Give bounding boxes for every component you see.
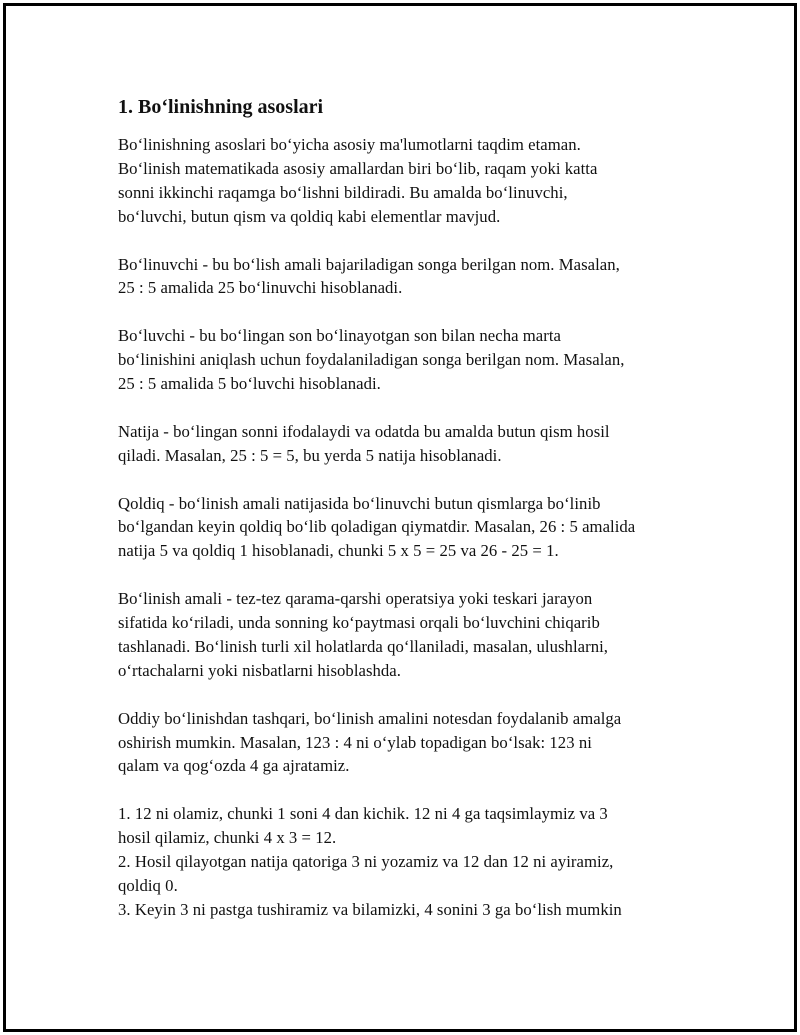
text-line: 25 : 5 amalida 25 bo‘linuvchi hisoblanadi. bbox=[118, 278, 403, 298]
text-line: 3. Keyin 3 ni pastga tushiramiz va bilamizki, 4 sonini 3 ga bo‘lish mumkin bbox=[118, 899, 622, 919]
text-line: oshirish mumkin. Masalan, 123 : 4 ni o‘ylab topadigan bo‘lsak: 123 ni bbox=[118, 732, 592, 752]
text-line: Bo‘luvchi - bu bo‘lingan son bo‘linayotgan son bilan necha marta bbox=[118, 326, 561, 346]
text-line: 1. 12 ni olamiz, chunki 1 soni 4 dan kichik. 12 ni 4 ga taqsimlaymiz va 3 bbox=[118, 804, 608, 824]
document-body bbox=[114, 93, 704, 946]
text-line: sifatida ko‘riladi, unda sonning ko‘paytmasi orqali bo‘luvchini chiqarib bbox=[118, 613, 600, 633]
paragraph-intro bbox=[114, 133, 704, 229]
text-line: natija 5 va qoldiq 1 hisoblanadi, chunki 5 x 5 = 25 va 26 - 25 = 1. bbox=[118, 541, 559, 561]
text-line: bo‘lgandan keyin qoldiq bo‘lib qoladigan qiymatdir. Masalan, 26 : 5 amalida bbox=[118, 517, 636, 537]
text-line: Bo‘linish amali - tez-tez qarama-qarshi operatsiya yoki teskari jarayon bbox=[118, 589, 593, 609]
text-line: bo‘linishini aniqlash uchun foydalaniladigan songa berilgan nom. Masalan, bbox=[118, 350, 625, 370]
section-heading: 1. Bo‘linishning asoslari bbox=[118, 96, 324, 118]
text-line: Qoldiq - bo‘linish amali natijasida bo‘linuvchi butun qismlarga bo‘linib bbox=[118, 493, 601, 513]
paragraph-remainder bbox=[114, 492, 704, 564]
paragraph-dividend bbox=[114, 253, 704, 301]
text-line: Bo‘linuvchi - bu bo‘lish amali bajariladigan songa berilgan nom. Masalan, bbox=[118, 254, 620, 274]
paragraph-operation bbox=[114, 587, 704, 683]
text-line: Oddiy bo‘linishdan tashqari, bo‘linish amalini notesdan foydalanib amalga bbox=[118, 708, 622, 728]
text-line: o‘rtachalarni yoki nisbatlarni hisoblashda. bbox=[118, 660, 401, 680]
text-line: 25 : 5 amalida 5 bo‘luvchi hisoblanadi. bbox=[118, 374, 381, 394]
text-line: 2. Hosil qilayotgan natija qatoriga 3 ni yozamiz va 12 dan 12 ni ayiramiz, bbox=[118, 852, 614, 872]
paragraph-long-division bbox=[114, 707, 704, 779]
text-line: tashlanadi. Bo‘linish turli xil holatlarda qo‘llaniladi, masalan, ulushlarni, bbox=[118, 636, 609, 656]
text-line: qalam va qog‘ozda 4 ga ajratamiz. bbox=[118, 756, 350, 776]
paragraph-quotient bbox=[114, 420, 704, 468]
text-line: bo‘luvchi, butun qism va qoldiq kabi elementlar mavjud. bbox=[118, 206, 501, 226]
text-line: Natija - bo‘lingan sonni ifodalaydi va odatda bu amalda butun qism hosil bbox=[118, 421, 610, 441]
text-line: sonni ikkinchi raqamga bo‘lishni bildiradi. Bu amalda bo‘linuvchi, bbox=[118, 182, 568, 202]
text-line: qiladi. Masalan, 25 : 5 = 5, bu yerda 5 natija hisoblanadi. bbox=[118, 445, 502, 465]
paragraph-steps bbox=[114, 802, 704, 922]
paragraph-divisor bbox=[114, 324, 704, 396]
text-line: qoldiq 0. bbox=[118, 875, 178, 895]
text-line: hosil qilamiz, chunki 4 x 3 = 12. bbox=[118, 828, 337, 848]
text-line: Bo‘linish matematikada asosiy amallardan biri bo‘lib, raqam yoki katta bbox=[118, 158, 598, 178]
text-line: Bo‘linishning asoslari bo‘yicha asosiy ma'lumotlarni taqdim etaman. bbox=[118, 135, 581, 154]
